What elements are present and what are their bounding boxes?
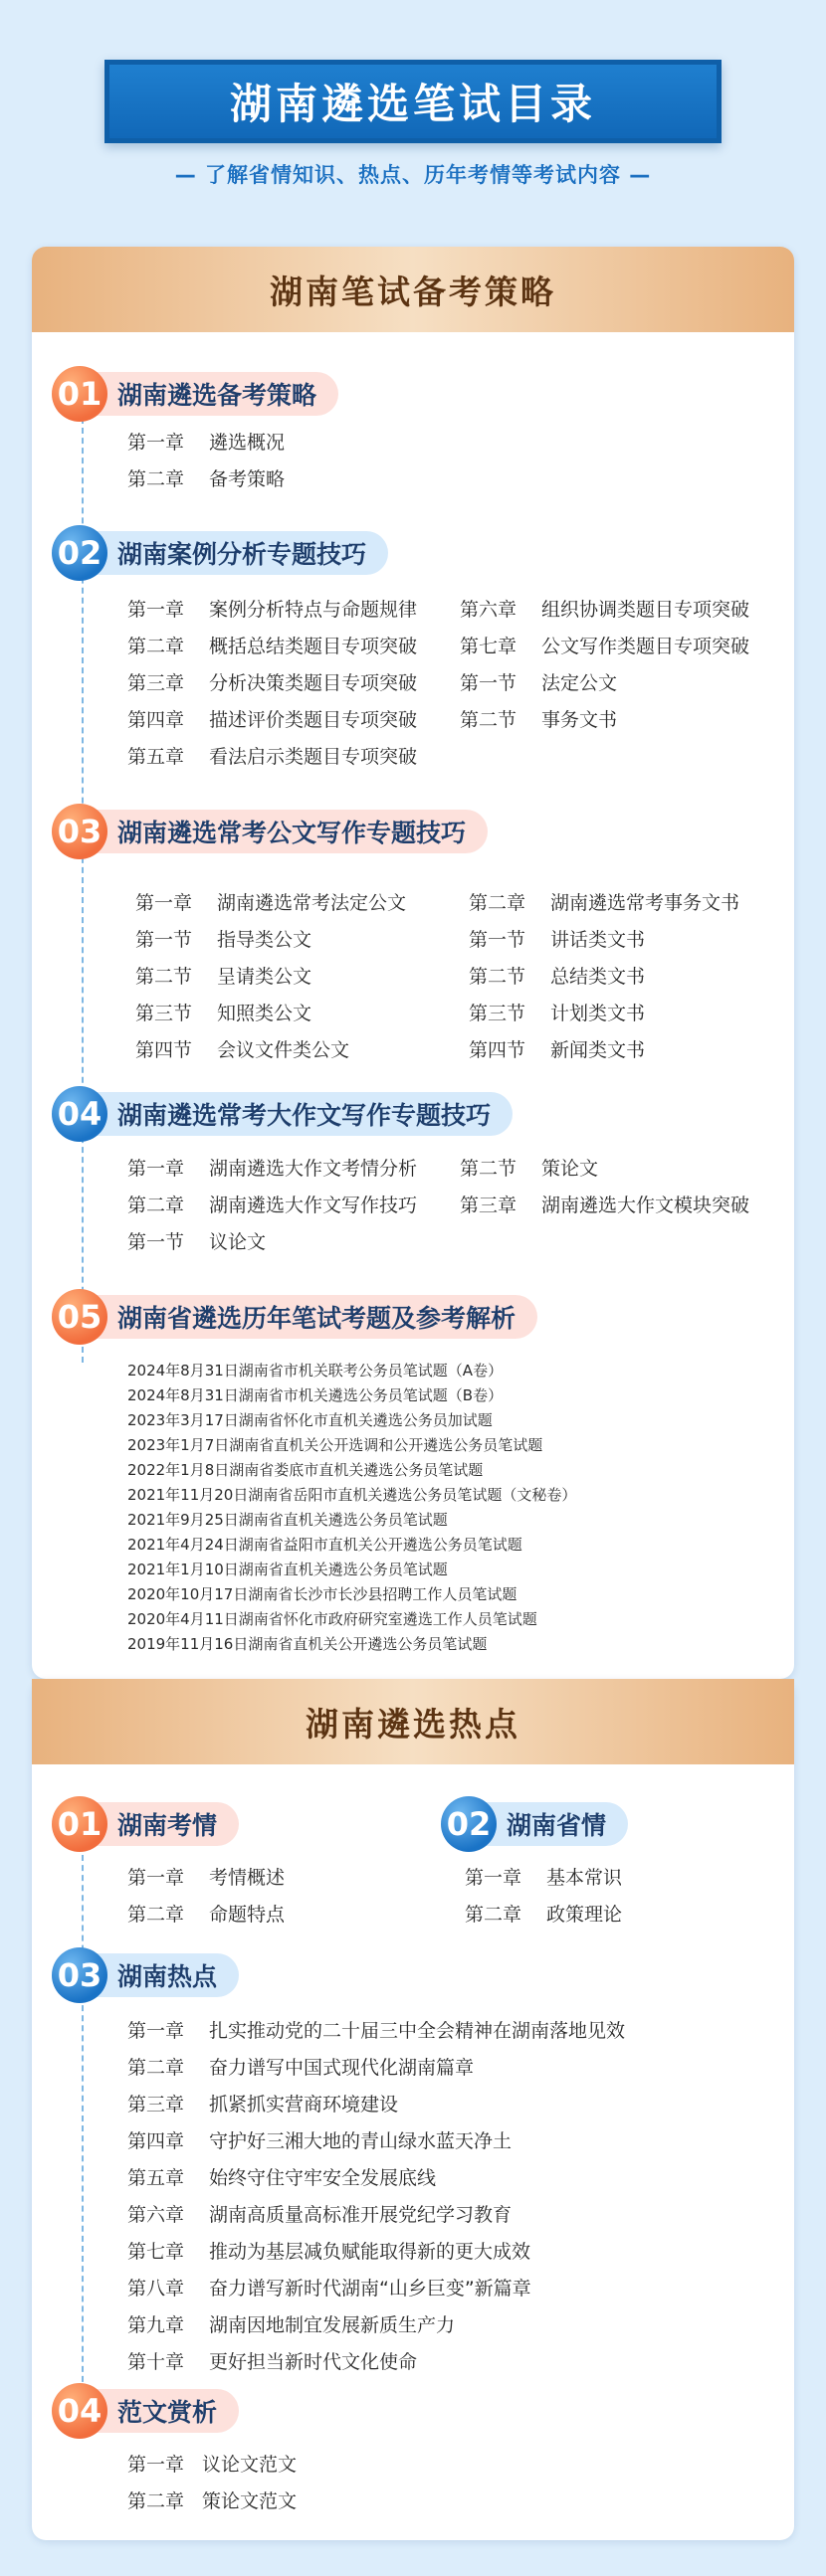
toc-entry xyxy=(469,999,645,1025)
toc-entry xyxy=(127,2274,531,2300)
chapter-title: 始终守住守牢安全发展底线 xyxy=(209,2167,437,2189)
section-number: 05 xyxy=(52,1289,107,1345)
toc-entry xyxy=(127,595,417,622)
page-title: 湖南遴选笔试目录 xyxy=(104,60,722,143)
chapter-title: 组织协调类题目专项突破 xyxy=(541,599,750,621)
toc-entry xyxy=(465,1863,622,1890)
strategy-band-title: 湖南笔试备考策略 xyxy=(32,247,794,332)
chapter-label: 第十章 xyxy=(127,2351,185,2373)
exam-entry: 2022年1月8日湖南省娄底市直机关遴选公务员笔试题 xyxy=(127,1461,484,1479)
toc-entry xyxy=(135,999,311,1025)
toc-entry xyxy=(127,464,285,491)
chapter-title: 新闻类文书 xyxy=(550,1039,646,1061)
toc-entry xyxy=(127,2347,417,2374)
toc-entry xyxy=(127,705,417,732)
chapter-title: 描述评价类题目专项突破 xyxy=(209,709,418,731)
section-number: 03 xyxy=(52,804,107,859)
chapter-title: 湖南遴选常考法定公文 xyxy=(217,892,407,914)
chapter-label: 第二节 xyxy=(469,966,526,988)
exam-entry: 2019年11月16日湖南省直机关公开遴选公务员笔试题 xyxy=(127,1635,488,1653)
chapter-label: 第四章 xyxy=(127,2130,185,2152)
chapter-label: 第二章 xyxy=(127,1195,185,1216)
chapter-label: 第二章 xyxy=(127,1904,185,1926)
chapter-title: 会议文件类公文 xyxy=(217,1039,350,1061)
chapter-label: 第一节 xyxy=(460,672,517,694)
toc-entry xyxy=(127,2237,530,2264)
toc-entry xyxy=(469,925,645,952)
toc-entry xyxy=(127,428,285,455)
toc-entry xyxy=(127,742,417,769)
chapter-title: 抓紧抓实营商环境建设 xyxy=(209,2094,399,2116)
section-title: 湖南遴选常考大作文写作专题技巧 xyxy=(88,1092,513,1136)
exam-entry: 2021年1月10日湖南省直机关遴选公务员笔试题 xyxy=(127,1561,448,1578)
toc-entry xyxy=(127,1900,285,1927)
chapter-label: 第八章 xyxy=(127,2278,185,2300)
chapter-title: 扎实推动党的二十届三中全会精神在湖南落地见效 xyxy=(209,2020,626,2042)
toc-entry xyxy=(127,2163,436,2190)
chapter-title: 政策理论 xyxy=(546,1904,623,1926)
chapter-label: 第五章 xyxy=(127,2167,185,2189)
chapter-label: 第一章 xyxy=(127,599,185,621)
chapter-title: 议论文范文 xyxy=(202,2454,298,2476)
toc-entry xyxy=(135,925,311,952)
exam-entry: 2020年4月11日湖南省怀化市政府研究室遴选工作人员笔试题 xyxy=(127,1610,537,1628)
section-title: 湖南省遴选历年笔试考题及参考解析 xyxy=(88,1295,537,1339)
exam-entry: 2020年10月17日湖南省长沙市长沙县招聘工作人员笔试题 xyxy=(127,1585,517,1603)
chapter-title: 分析决策类题目专项突破 xyxy=(209,672,418,694)
chapter-label: 第一节 xyxy=(135,929,193,951)
exam-entry: 2021年4月24日湖南省益阳市直机关公开遴选公务员笔试题 xyxy=(127,1536,522,1554)
section-title: 湖南案例分析专题技巧 xyxy=(88,531,388,575)
chapter-label: 第一节 xyxy=(127,1231,185,1253)
section-title: 湖南省情 xyxy=(477,1802,628,1846)
section-number: 01 xyxy=(52,1796,107,1852)
chapter-label: 第一章 xyxy=(465,1867,522,1889)
section-title: 范文赏析 xyxy=(88,2389,239,2433)
section-title: 湖南热点 xyxy=(88,1953,239,1997)
toc-entry xyxy=(135,962,311,989)
chapter-label: 第四节 xyxy=(469,1039,526,1061)
chapter-title: 概括总结类题目专项突破 xyxy=(209,636,418,657)
toc-entry xyxy=(469,962,645,989)
toc-entry xyxy=(127,632,417,658)
toc-entry xyxy=(127,2310,455,2337)
exam-entry: 2021年9月25日湖南省直机关遴选公务员笔试题 xyxy=(127,1511,448,1529)
toc-entry xyxy=(127,1154,417,1181)
chapter-label: 第五章 xyxy=(127,746,185,768)
toc-entry xyxy=(135,1035,349,1062)
chapter-title: 湖南遴选大作文模块突破 xyxy=(541,1195,750,1216)
chapter-label: 第四章 xyxy=(127,709,185,731)
section-title: 湖南遴选备考策略 xyxy=(88,372,338,416)
chapter-label: 第六章 xyxy=(127,2204,185,2226)
toc-entry xyxy=(127,2053,474,2080)
chapter-title: 案例分析特点与命题规律 xyxy=(209,599,418,621)
chapter-title: 遴选概况 xyxy=(209,432,286,454)
toc-entry xyxy=(460,668,617,695)
section-number: 02 xyxy=(52,525,107,581)
chapter-label: 第一章 xyxy=(127,1867,185,1889)
section-number: 04 xyxy=(52,2383,107,2439)
chapter-label: 第三节 xyxy=(135,1003,193,1024)
toc-entry xyxy=(465,1900,622,1927)
chapter-title: 看法启示类题目专项突破 xyxy=(209,746,418,768)
chapter-label: 第二章 xyxy=(127,2057,185,2079)
chapter-label: 第六章 xyxy=(460,599,517,621)
toc-entry xyxy=(460,632,749,658)
page-subtitle: — 了解省情知识、热点、历年考情等考试内容 — xyxy=(174,163,652,187)
chapter-title: 备考策略 xyxy=(209,468,286,490)
exam-entry: 2023年1月7日湖南省直机关公开选调和公开遴选公务员笔试题 xyxy=(127,1436,543,1454)
chapter-title: 奋力谱写新时代湖南“山乡巨变”新篇章 xyxy=(209,2278,531,2300)
chapter-label: 第二章 xyxy=(127,2490,185,2512)
chapter-label: 第一章 xyxy=(127,432,185,454)
toc-entry xyxy=(469,1035,645,1062)
toc-entry xyxy=(127,1191,417,1217)
chapter-label: 第二章 xyxy=(127,468,185,490)
toc-entry xyxy=(127,2126,512,2153)
chapter-title: 法定公文 xyxy=(541,672,618,694)
toc-entry xyxy=(127,2016,625,2043)
chapter-title: 议论文 xyxy=(209,1231,267,1253)
chapter-title: 奋力谱写中国式现代化湖南篇章 xyxy=(209,2057,475,2079)
chapter-label: 第二章 xyxy=(465,1904,522,1926)
toc-entry xyxy=(127,1863,285,1890)
chapter-label: 第二章 xyxy=(127,636,185,657)
section-title: 湖南遴选常考公文写作专题技巧 xyxy=(88,810,488,853)
chapter-title: 总结类文书 xyxy=(550,966,646,988)
chapter-title: 公文写作类题目专项突破 xyxy=(541,636,750,657)
chapter-label: 第七章 xyxy=(127,2241,185,2263)
toc-entry xyxy=(127,668,417,695)
toc-entry xyxy=(127,2090,398,2116)
chapter-title: 守护好三湘大地的青山绿水蓝天净土 xyxy=(209,2130,513,2152)
exam-entry: 2024年8月31日湖南省市机关联考公务员笔试题（A卷） xyxy=(127,1362,504,1380)
chapter-label: 第七章 xyxy=(460,636,517,657)
chapter-title: 指导类公文 xyxy=(217,929,312,951)
toc-entry xyxy=(127,2200,512,2227)
section-title: 湖南考情 xyxy=(88,1802,239,1846)
exam-entry: 2023年3月17日湖南省怀化市直机关遴选公务员加试题 xyxy=(127,1411,493,1429)
chapter-title: 湖南因地制宜发展新质生产力 xyxy=(209,2314,456,2336)
toc-entry xyxy=(460,705,617,732)
timeline-dash xyxy=(82,1855,84,2392)
toc-entry xyxy=(469,888,739,915)
chapter-label: 第三章 xyxy=(460,1195,517,1216)
chapter-title: 策论文范文 xyxy=(202,2490,298,2512)
chapter-title: 更好担当新时代文化使命 xyxy=(209,2351,418,2373)
toc-entry xyxy=(135,888,406,915)
chapter-title: 湖南遴选大作文写作技巧 xyxy=(209,1195,418,1216)
chapter-title: 基本常识 xyxy=(546,1867,623,1889)
chapter-title: 命题特点 xyxy=(209,1904,286,1926)
chapter-title: 考情概述 xyxy=(209,1867,286,1889)
section-number: 02 xyxy=(441,1796,497,1852)
toc-entry xyxy=(127,1227,266,1254)
chapter-label: 第一节 xyxy=(469,929,526,951)
chapter-label: 第二节 xyxy=(460,709,517,731)
chapter-label: 第一章 xyxy=(135,892,193,914)
chapter-label: 第三章 xyxy=(127,2094,185,2116)
chapter-title: 事务文书 xyxy=(541,709,618,731)
chapter-label: 第二节 xyxy=(460,1158,517,1180)
hotspot-band-title: 湖南遴选热点 xyxy=(32,1679,794,1764)
exam-entry: 2024年8月31日湖南省市机关遴选公务员笔试题（B卷） xyxy=(127,1386,504,1404)
chapter-title: 湖南遴选常考事务文书 xyxy=(550,892,740,914)
chapter-label: 第二节 xyxy=(135,966,193,988)
chapter-label: 第一章 xyxy=(127,2454,185,2476)
chapter-title: 策论文 xyxy=(541,1158,599,1180)
toc-entry xyxy=(460,1154,598,1181)
section-number: 01 xyxy=(52,366,107,422)
chapter-title: 湖南高质量高标准开展党纪学习教育 xyxy=(209,2204,513,2226)
chapter-title: 讲话类文书 xyxy=(550,929,646,951)
exam-entry: 2021年11月20日湖南省岳阳市直机关遴选公务员笔试题（文秘卷） xyxy=(127,1486,577,1504)
chapter-title: 知照类公文 xyxy=(217,1003,312,1024)
section-number: 03 xyxy=(52,1947,107,2003)
chapter-title: 推动为基层减负赋能取得新的更大成效 xyxy=(209,2241,531,2263)
chapter-label: 第二章 xyxy=(469,892,526,914)
chapter-title: 湖南遴选大作文考情分析 xyxy=(209,1158,418,1180)
chapter-label: 第九章 xyxy=(127,2314,185,2336)
section-number: 04 xyxy=(52,1086,107,1142)
toc-entry xyxy=(127,2450,297,2477)
toc-entry xyxy=(460,1191,749,1217)
chapter-label: 第三节 xyxy=(469,1003,526,1024)
chapter-label: 第一章 xyxy=(127,2020,185,2042)
chapter-title: 呈请类公文 xyxy=(217,966,312,988)
toc-entry xyxy=(127,2486,297,2513)
chapter-label: 第三章 xyxy=(127,672,185,694)
chapter-title: 计划类文书 xyxy=(550,1003,646,1024)
toc-entry xyxy=(460,595,749,622)
chapter-label: 第四节 xyxy=(135,1039,193,1061)
chapter-label: 第一章 xyxy=(127,1158,185,1180)
